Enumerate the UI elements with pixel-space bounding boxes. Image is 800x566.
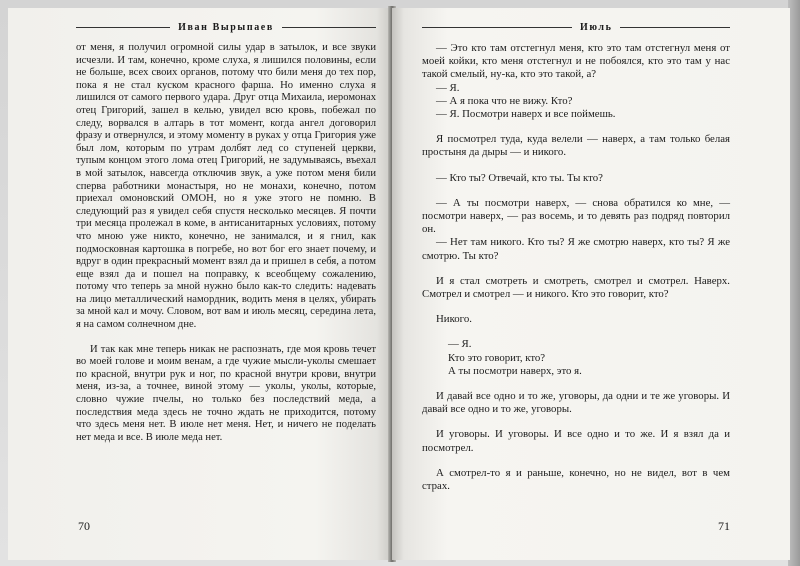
right-page-number: 71 [718, 519, 730, 533]
text-block [422, 42, 730, 121]
text-block [422, 172, 730, 185]
text-block [422, 390, 730, 416]
dialogue-line: — Нет там никого. Кто ты? Я же смотрю наверх, кто ты? Я же смотрю. Ты кто? [422, 236, 730, 262]
running-head-title: Июль [580, 21, 613, 33]
paragraph: И давай все одно и то же, уговоры, да одни и те же уговоры. И давай все одно и то же, уговоры. [422, 390, 730, 416]
dialogue-line: — Кто ты? Отвечай, кто ты. Ты кто? [436, 171, 603, 184]
dialogue-line: — Я. Посмотри наверх и все поймешь. [436, 108, 616, 121]
left-page [8, 8, 392, 560]
header-rule [620, 27, 730, 28]
text-block [422, 197, 730, 263]
text-block [422, 313, 730, 326]
paragraph: А смотрел-то я и раньше, конечно, но не видел, вот в чем страх. [422, 466, 730, 493]
dialogue-line: — Это кто там отстегнул меня, кто это там отстегнул меня от моей койки, кто меня отстегнул и не побоялся, кто это там у нас такой смелый, ну-ка, кто это такой, а? [422, 42, 730, 81]
header-rule [282, 27, 376, 28]
dialogue-line: — А я пока что не вижу. Кто? [436, 94, 573, 107]
text-block [422, 275, 730, 301]
text-block [422, 133, 730, 159]
left-page-number: 70 [78, 519, 90, 533]
paragraph: И уговоры. И уговоры. И все одно и то же. И я взял да и посмотрел. [422, 428, 730, 454]
dialogue-line: А ты посмотри наверх, это я. [448, 364, 582, 377]
dialogue-line: Кто это говорит, кто? [448, 351, 546, 364]
header-rule [422, 27, 572, 28]
paragraph: от меня, я получил огромной силы удар в затылок, и все звуки исчезли. И там, конечно, кроме слуха, я лишился половины, если не больше, всех своих органов, потому что били меня до тех пор, пока я не стал куском красного фарша. Но именно слуха я лишился от самого первого удара. Друг отца Михаила, иеромонах отец Григорий, зашел в келью, увидел всю кровь, побежал по следу, ворвался в алтарь в тот момент, когда ангел договорил фразу и отвернулся, и этому моменту в руках у отца Григория уже был лом, которым по утрам долбят лед со ступеней церкви, тупым концом этого лома отец Григорий, не задумываясь, въехал в мой затылок, навсегда отключив звук, а уже потом меня били сперва работники монастыря, но не монахи, конечно, потом приехал омоновский ОМОН, но я уже этого не помню. В следующий раз я увидел себя спустя несколько месяцев. Я почти три месяца пролежал в коме, в антисанитарных условиях, потому что мною уже никто, конечно, не занимался, и я гнил, как подмосковная картошка в погребе, но вот бог его знает почему, и вдруг в один прекрасный момент взял да и пришел в себя, а потом еще взял да и пошел на поправку, к всеобщему сожалению, потому что теперь за мной нужно было как-то следить: надевать на лицо металлический намордник, водить меня в целях, убирать за мной кал и мочу. Словом, вот вам и июль месяц, середина лета, я на самом солнечном дне. [76, 42, 376, 331]
paragraph: Я посмотрел туда, куда велели — наверх, а там только белая простыня да дыры — и никого. [422, 133, 730, 159]
right-running-head [422, 20, 730, 34]
text-block [422, 338, 730, 378]
paragraph: И я стал смотреть и смотреть, смотрел и смотрел. Наверх. Смотрел и смотрел — и никого. Кто это говорит, кто? [422, 274, 730, 301]
text-block [422, 467, 730, 493]
right-page [392, 8, 790, 560]
text-block [422, 428, 730, 454]
dialogue-line: — Я. [448, 338, 472, 351]
left-text-body [76, 42, 376, 444]
dialogue-line: — А ты посмотри наверх, — снова обратился ко мне, — посмотри наверх, — раз восемь, и то девять раз подряд повторил он. [422, 196, 730, 236]
right-text-body [422, 42, 730, 493]
running-head-author: Иван Вырыпаев [178, 21, 274, 33]
paragraph: Никого. [436, 313, 472, 326]
paragraph: И так как мне теперь никак не распознать, где моя кровь течет во моей голове и моим венам, а где чужие мысли-уколы смешает по красной, внутри рук и ног, по красной внутри крови, внутри меня, из-за, а точнее, виной этому — уколы, уколы, которые, словно чужие пчелы, но только без последствий меда, а последствия меда здесь не точно ждать не приходится, потому что здесь меня нет. В июле нет меня. Нет, и ничего не поделать нет меда и все. В июле меда нет. [76, 343, 376, 443]
header-rule [76, 27, 170, 28]
left-running-head [76, 20, 376, 34]
dialogue-line: — Я. [436, 81, 460, 94]
